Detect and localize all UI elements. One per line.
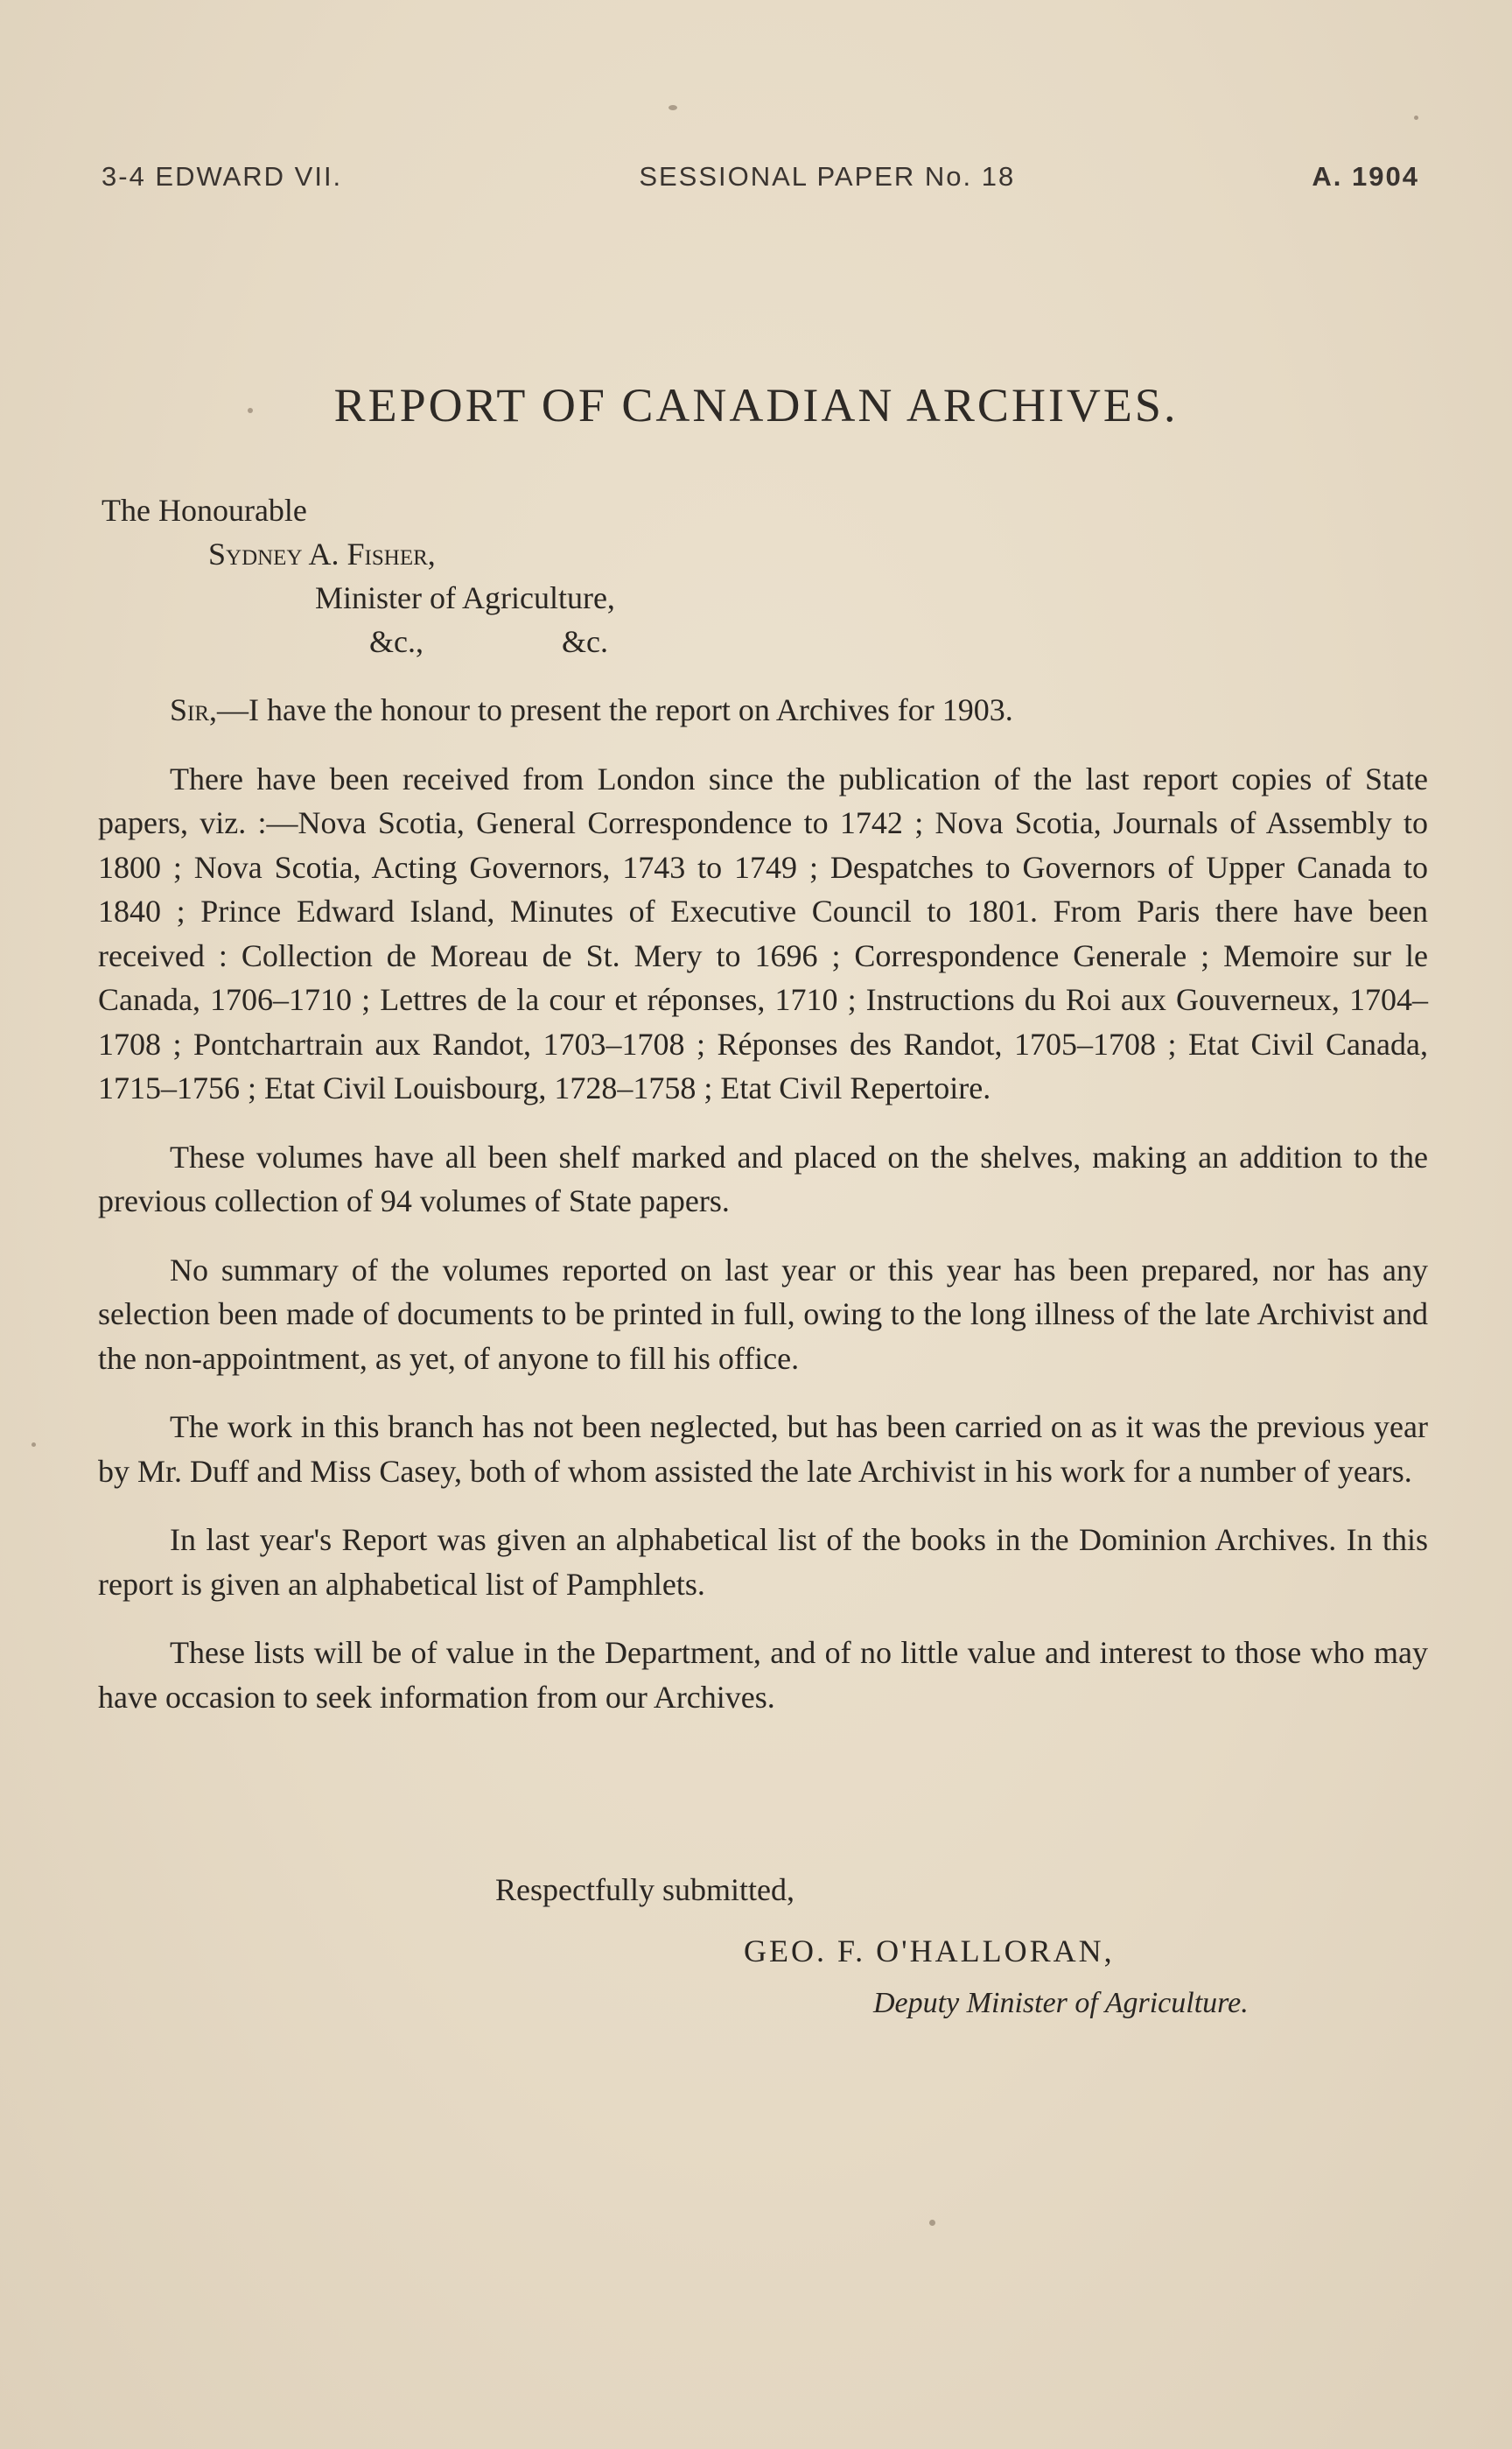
address-etc-1: &c., (369, 624, 424, 659)
paragraph-1-text: —I have the honour to present the report on Archives for 1903. (217, 692, 1013, 727)
paper-speck (32, 1442, 36, 1447)
running-head (102, 161, 1419, 193)
address-line-3: Minister of Agriculture, (315, 580, 615, 615)
paragraph-4: No summary of the volumes reported on last year or this year has been prepared, nor has any selection been made of documents to be printed in full, owing to the long illness of the late Archivist and the non-appointment, as yet, of anyone to fill his office. (98, 1252, 1428, 1376)
address-line-2: Sydney A. Fisher, (208, 537, 436, 572)
paragraph-3: These volumes have all been shelf marked and placed on the shelves, making an addition to the previous collection of 94 volumes of State papers. (98, 1139, 1428, 1218)
paper-speck (668, 105, 677, 110)
running-head-right: A. 1904 (1312, 161, 1419, 192)
address-block (102, 488, 615, 663)
address-etc-2: &c. (561, 624, 608, 659)
paragraph-5: The work in this branch has not been neglected, but has been carried on as it was the previous year by Mr. Duff and Miss Casey, both of whom assisted the late Archivist in his work for a number of years. (98, 1409, 1428, 1489)
paper-speck (1414, 116, 1418, 120)
paragraph-7: These lists will be of value in the Department, and of no little value and interest to those who may have occasion to seek information from our Archives. (98, 1635, 1428, 1715)
paragraph-6: In last year's Report was given an alphabetical list of the books in the Dominion Archives. In this report is given an alphabetical list of Pamphlets. (98, 1522, 1428, 1602)
running-head-left: 3-4 EDWARD VII. (102, 161, 343, 192)
page-title: REPORT OF CANADIAN ARCHIVES. (333, 379, 1179, 432)
paragraph-1 (98, 688, 1428, 733)
paragraph-2: There have been received from London since the publication of the last report copies of State papers, viz. :—Nova Scotia, General Correspondence to 1742 ; Nova Scotia, Journals of Assembly to 1800 ; Nova Scotia, Acting Governors, 1743 to 1749 ; Despatches to Governors of Upper Canada to 1840 ; Prince Edward Island, Minutes of Executive Council to 1801. From Paris there have been received : Collection de Moreau de St. Mery to 1696 ; Correspondence Generale ; Memoire sur le Canada, 1706–1710 ; Lettres de la cour et réponses, 1710 ; Instructions du Roi aux Gouverneux, 1704–1708 ; Pontchartrain aux Randot, 1703–1708 ; Réponses des Randot, 1705–1708 ; Etat Civil Canada, 1715–1756 ; Etat Civil Louisbourg, 1728–1758 ; Etat Civil Repertoire. (98, 761, 1428, 1105)
address-line-1: The Honourable (102, 493, 307, 528)
paper-speck (248, 408, 253, 413)
closing-line: Respectfully submitted, (495, 1872, 794, 1907)
address-line-4 (102, 620, 615, 663)
paper-speck (929, 2220, 935, 2226)
signature-title: Deputy Minister of Agriculture. (873, 1987, 1249, 2019)
signature-name: GEO. F. O'HALLORAN, (744, 1933, 1115, 1968)
running-head-center: SESSIONAL PAPER No. 18 (639, 161, 1016, 192)
report-body (98, 688, 1428, 1744)
salutation: Sir, (170, 692, 218, 727)
